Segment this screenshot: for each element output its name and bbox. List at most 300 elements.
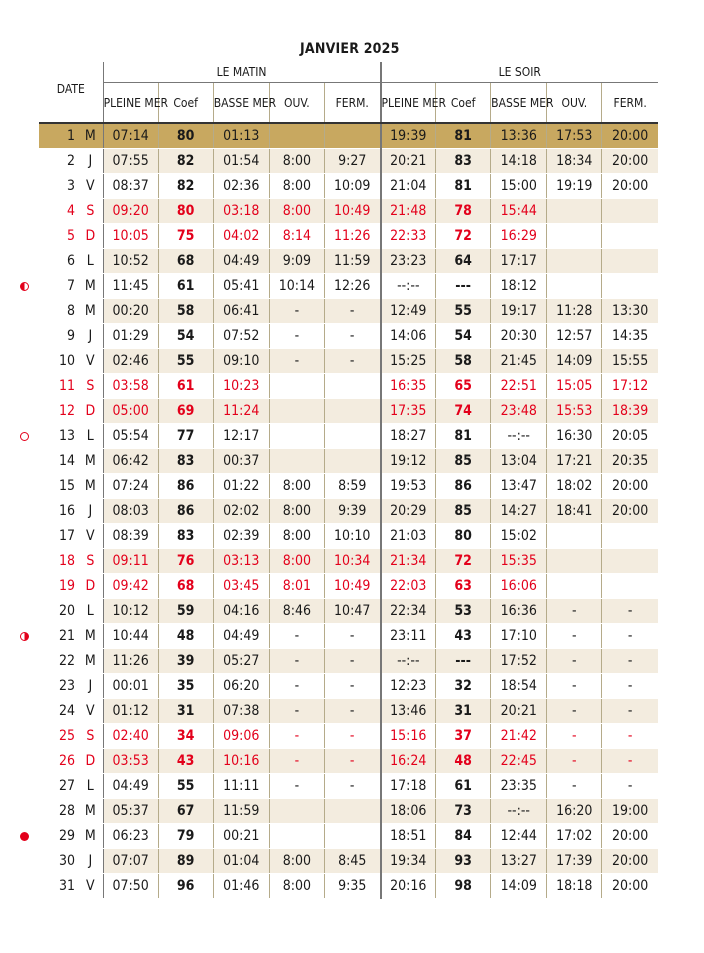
day-number: 14	[39, 449, 78, 474]
weekday: M	[78, 449, 103, 474]
matin-ferm: -	[324, 674, 380, 699]
soir-pleine-mer: 18:27	[381, 424, 436, 449]
soir-pleine-mer: 15:16	[381, 724, 436, 749]
matin-ferm: 10:34	[324, 549, 380, 574]
matin-ouv: -	[269, 699, 324, 724]
matin-basse-mer: 05:41	[213, 274, 269, 299]
soir-ouv: 16:20	[547, 799, 602, 824]
first-quarter-icon	[20, 282, 29, 291]
soir-coef: 83	[436, 149, 491, 174]
matin-ouv: -	[269, 624, 324, 649]
matin-pleine-mer: 00:01	[103, 674, 158, 699]
soir-coef-header: Coef	[436, 83, 491, 124]
soir-ferm	[602, 524, 658, 549]
soir-coef: 93	[436, 849, 491, 874]
soir-ferm: 18:39	[602, 399, 658, 424]
soir-basse-mer: --:--	[491, 424, 547, 449]
weekday: J	[78, 674, 103, 699]
soir-coef: 84	[436, 824, 491, 849]
matin-ferm	[324, 449, 380, 474]
soir-ferm: -	[602, 749, 658, 774]
day-number: 22	[39, 649, 78, 674]
soir-basse-mer: 13:27	[491, 849, 547, 874]
soir-ouv	[547, 524, 602, 549]
soir-ferm: -	[602, 724, 658, 749]
day-number: 21	[39, 624, 78, 649]
matin-ouv: -	[269, 674, 324, 699]
day-number: 26	[39, 749, 78, 774]
soir-coef: 64	[436, 249, 491, 274]
soir-ferm	[602, 249, 658, 274]
table-row	[39, 399, 658, 424]
day-number: 10	[39, 349, 78, 374]
soir-coef: 43	[436, 624, 491, 649]
matin-coef: 61	[158, 274, 213, 299]
soir-basse-mer: 18:54	[491, 674, 547, 699]
matin-pleine-mer: 05:37	[103, 799, 158, 824]
soir-basse-mer: 20:21	[491, 699, 547, 724]
table-row	[39, 499, 658, 524]
soir-ouv: 14:09	[547, 349, 602, 374]
weekday: M	[78, 624, 103, 649]
soir-basse-mer: 17:52	[491, 649, 547, 674]
matin-coef: 82	[158, 149, 213, 174]
table-row	[39, 299, 658, 324]
matin-ferm: -	[324, 624, 380, 649]
soir-basse-mer: 17:17	[491, 249, 547, 274]
table-row	[39, 474, 658, 499]
soir-ouv: -	[547, 749, 602, 774]
matin-pleine-mer: 09:11	[103, 549, 158, 574]
day-number: 6	[39, 249, 78, 274]
soir-coef: 98	[436, 874, 491, 899]
matin-coef: 54	[158, 324, 213, 349]
matin-basse-mer: 10:16	[213, 749, 269, 774]
weekday: S	[78, 549, 103, 574]
matin-coef: 96	[158, 874, 213, 899]
weekday: D	[78, 749, 103, 774]
soir-ferm-header: FERM.	[602, 83, 658, 124]
soir-ouv: -	[547, 599, 602, 624]
soir-ferm	[602, 574, 658, 599]
weekday: L	[78, 599, 103, 624]
matin-pleine-mer-header: PLEINE MER	[103, 83, 158, 124]
matin-ouv: 8:14	[269, 224, 324, 249]
weekday: D	[78, 574, 103, 599]
day-number: 1	[39, 123, 78, 149]
soir-coef: 86	[436, 474, 491, 499]
weekday: J	[78, 324, 103, 349]
soir-pleine-mer: 15:25	[381, 349, 436, 374]
soir-coef: 54	[436, 324, 491, 349]
tide-table	[39, 62, 658, 899]
matin-basse-mer: 07:52	[213, 324, 269, 349]
tide-rows	[39, 123, 658, 899]
soir-pleine-mer: 12:49	[381, 299, 436, 324]
matin-basse-mer-header: BASSE MER	[213, 83, 269, 124]
soir-coef: 73	[436, 799, 491, 824]
soir-pleine-mer: 21:03	[381, 524, 436, 549]
matin-coef: 61	[158, 374, 213, 399]
matin-coef: 48	[158, 624, 213, 649]
matin-ouv-header: OUV.	[269, 83, 324, 124]
full-moon-icon	[20, 432, 29, 441]
soir-coef: 74	[436, 399, 491, 424]
matin-coef: 83	[158, 449, 213, 474]
weekday: M	[78, 299, 103, 324]
matin-basse-mer: 11:59	[213, 799, 269, 824]
soir-pleine-mer: 18:51	[381, 824, 436, 849]
matin-pleine-mer: 07:07	[103, 849, 158, 874]
table-row	[39, 349, 658, 374]
soir-coef: ---	[436, 274, 491, 299]
matin-basse-mer: 03:18	[213, 199, 269, 224]
soir-basse-mer: 14:27	[491, 499, 547, 524]
table-row	[39, 549, 658, 574]
soir-pleine-mer: 22:03	[381, 574, 436, 599]
soir-coef: 85	[436, 449, 491, 474]
soir-coef: 81	[436, 123, 491, 149]
matin-ouv: -	[269, 649, 324, 674]
matin-basse-mer: 01:13	[213, 123, 269, 149]
soir-coef: 81	[436, 424, 491, 449]
weekday: M	[78, 799, 103, 824]
matin-coef: 68	[158, 249, 213, 274]
matin-ouv: 8:00	[269, 499, 324, 524]
weekday: L	[78, 774, 103, 799]
weekday: M	[78, 649, 103, 674]
soir-basse-mer: 18:12	[491, 274, 547, 299]
matin-ouv: 8:46	[269, 599, 324, 624]
matin-ferm: -	[324, 699, 380, 724]
soir-ouv	[547, 274, 602, 299]
matin-basse-mer: 09:10	[213, 349, 269, 374]
soir-coef: 48	[436, 749, 491, 774]
weekday: J	[78, 849, 103, 874]
soir-ouv: 17:53	[547, 123, 602, 149]
matin-pleine-mer: 11:45	[103, 274, 158, 299]
table-row	[39, 799, 658, 824]
soir-ouv: 18:34	[547, 149, 602, 174]
soir-ouv: -	[547, 724, 602, 749]
table-row	[39, 123, 658, 149]
matin-pleine-mer: 08:37	[103, 174, 158, 199]
matin-ouv: 8:00	[269, 849, 324, 874]
matin-ferm: 10:49	[324, 574, 380, 599]
matin-pleine-mer: 06:23	[103, 824, 158, 849]
matin-ouv	[269, 399, 324, 424]
soir-coef: 65	[436, 374, 491, 399]
matin-ouv	[269, 123, 324, 149]
matin-basse-mer: 01:04	[213, 849, 269, 874]
soir-ferm: -	[602, 624, 658, 649]
matin-ouv	[269, 824, 324, 849]
soir-pleine-mer: 17:18	[381, 774, 436, 799]
matin-coef: 76	[158, 549, 213, 574]
matin-pleine-mer: 11:26	[103, 649, 158, 674]
soir-header: LE SOIR	[381, 62, 658, 83]
table-row	[39, 524, 658, 549]
matin-coef: 55	[158, 774, 213, 799]
matin-ouv: 8:00	[269, 874, 324, 899]
soir-pleine-mer: 22:34	[381, 599, 436, 624]
soir-basse-mer: 16:29	[491, 224, 547, 249]
table-row	[39, 674, 658, 699]
soir-ferm: 13:30	[602, 299, 658, 324]
soir-coef: 55	[436, 299, 491, 324]
soir-ferm: 20:00	[602, 474, 658, 499]
matin-ouv: -	[269, 324, 324, 349]
day-number: 27	[39, 774, 78, 799]
soir-coef: 78	[436, 199, 491, 224]
table-row	[39, 449, 658, 474]
last-quarter-icon	[20, 632, 29, 641]
day-number: 7	[39, 274, 78, 299]
matin-basse-mer: 11:11	[213, 774, 269, 799]
soir-coef: 61	[436, 774, 491, 799]
soir-basse-mer: 14:18	[491, 149, 547, 174]
soir-ferm: 20:00	[602, 849, 658, 874]
matin-basse-mer: 05:27	[213, 649, 269, 674]
table-row	[39, 874, 658, 899]
matin-pleine-mer: 09:42	[103, 574, 158, 599]
weekday: J	[78, 499, 103, 524]
matin-ferm	[324, 824, 380, 849]
weekday: L	[78, 249, 103, 274]
matin-basse-mer: 01:46	[213, 874, 269, 899]
day-number: 11	[39, 374, 78, 399]
matin-ferm	[324, 799, 380, 824]
matin-pleine-mer: 06:42	[103, 449, 158, 474]
soir-ouv	[547, 199, 602, 224]
matin-ferm: -	[324, 299, 380, 324]
weekday: V	[78, 874, 103, 899]
day-number: 25	[39, 724, 78, 749]
matin-basse-mer: 02:39	[213, 524, 269, 549]
matin-basse-mer: 04:49	[213, 624, 269, 649]
table-row	[39, 724, 658, 749]
soir-basse-mer: 21:45	[491, 349, 547, 374]
matin-ferm: -	[324, 649, 380, 674]
soir-ferm: -	[602, 774, 658, 799]
soir-coef: 32	[436, 674, 491, 699]
matin-coef: 35	[158, 674, 213, 699]
soir-basse-mer: 15:44	[491, 199, 547, 224]
soir-ferm: -	[602, 599, 658, 624]
matin-ouv	[269, 374, 324, 399]
matin-ferm: -	[324, 774, 380, 799]
soir-basse-mer: --:--	[491, 799, 547, 824]
matin-ouv: -	[269, 299, 324, 324]
weekday: S	[78, 374, 103, 399]
soir-ferm: -	[602, 674, 658, 699]
day-number: 18	[39, 549, 78, 574]
matin-ouv: 8:00	[269, 174, 324, 199]
day-number: 9	[39, 324, 78, 349]
matin-coef: 55	[158, 349, 213, 374]
matin-coef: 86	[158, 474, 213, 499]
soir-ferm: -	[602, 649, 658, 674]
day-number: 23	[39, 674, 78, 699]
table-row	[39, 424, 658, 449]
table-row	[39, 599, 658, 624]
soir-pleine-mer: --:--	[381, 274, 436, 299]
matin-ferm	[324, 374, 380, 399]
matin-ouv: -	[269, 774, 324, 799]
soir-ouv: 18:18	[547, 874, 602, 899]
soir-pleine-mer: 20:21	[381, 149, 436, 174]
table-row	[39, 274, 658, 299]
weekday: M	[78, 474, 103, 499]
matin-ouv: 8:00	[269, 549, 324, 574]
table-row	[39, 749, 658, 774]
day-number: 8	[39, 299, 78, 324]
soir-ouv: 18:02	[547, 474, 602, 499]
matin-ouv	[269, 449, 324, 474]
matin-ouv: -	[269, 349, 324, 374]
soir-pleine-mer: 17:35	[381, 399, 436, 424]
matin-basse-mer: 06:41	[213, 299, 269, 324]
new-moon-icon	[20, 832, 29, 841]
soir-ferm: 20:00	[602, 174, 658, 199]
weekday: V	[78, 174, 103, 199]
matin-coef: 79	[158, 824, 213, 849]
soir-ouv: -	[547, 674, 602, 699]
soir-basse-mer: 13:04	[491, 449, 547, 474]
soir-ouv: 17:39	[547, 849, 602, 874]
matin-ouv: -	[269, 724, 324, 749]
matin-pleine-mer: 04:49	[103, 774, 158, 799]
matin-basse-mer: 00:21	[213, 824, 269, 849]
matin-ferm: -	[324, 324, 380, 349]
matin-ouv: 10:14	[269, 274, 324, 299]
day-number: 12	[39, 399, 78, 424]
matin-basse-mer: 04:02	[213, 224, 269, 249]
soir-pleine-mer: 19:12	[381, 449, 436, 474]
matin-pleine-mer: 08:39	[103, 524, 158, 549]
matin-basse-mer: 10:23	[213, 374, 269, 399]
soir-pleine-mer-header: PLEINE MER	[381, 83, 436, 124]
matin-ferm: 9:35	[324, 874, 380, 899]
soir-basse-mer: 14:09	[491, 874, 547, 899]
soir-ouv: -	[547, 699, 602, 724]
soir-ouv: 19:19	[547, 174, 602, 199]
matin-basse-mer: 02:02	[213, 499, 269, 524]
soir-pleine-mer: 19:39	[381, 123, 436, 149]
matin-coef: 86	[158, 499, 213, 524]
soir-basse-mer: 13:36	[491, 123, 547, 149]
matin-coef: 67	[158, 799, 213, 824]
weekday: V	[78, 349, 103, 374]
matin-basse-mer: 11:24	[213, 399, 269, 424]
table-row	[39, 199, 658, 224]
soir-ouv-header: OUV.	[547, 83, 602, 124]
soir-basse-mer: 21:42	[491, 724, 547, 749]
matin-ouv: 8:01	[269, 574, 324, 599]
weekday: S	[78, 724, 103, 749]
matin-ferm	[324, 399, 380, 424]
soir-pleine-mer: 16:24	[381, 749, 436, 774]
matin-basse-mer: 04:16	[213, 599, 269, 624]
matin-basse-mer: 01:22	[213, 474, 269, 499]
soir-coef: 72	[436, 224, 491, 249]
matin-pleine-mer: 01:12	[103, 699, 158, 724]
matin-coef-header: Coef	[158, 83, 213, 124]
day-number: 15	[39, 474, 78, 499]
weekday: J	[78, 149, 103, 174]
matin-ferm: -	[324, 349, 380, 374]
matin-ouv: 8:00	[269, 149, 324, 174]
matin-coef: 59	[158, 599, 213, 624]
soir-basse-mer: 15:35	[491, 549, 547, 574]
matin-ouv: 9:09	[269, 249, 324, 274]
soir-pleine-mer: 12:23	[381, 674, 436, 699]
table-row	[39, 249, 658, 274]
soir-ferm: 20:00	[602, 123, 658, 149]
weekday: V	[78, 524, 103, 549]
table-row	[39, 699, 658, 724]
matin-ferm-header: FERM.	[324, 83, 380, 124]
matin-basse-mer: 09:06	[213, 724, 269, 749]
matin-ferm: 11:26	[324, 224, 380, 249]
soir-ferm: 20:00	[602, 824, 658, 849]
matin-pleine-mer: 10:12	[103, 599, 158, 624]
matin-pleine-mer: 08:03	[103, 499, 158, 524]
soir-ferm: 14:35	[602, 324, 658, 349]
soir-pleine-mer: 21:04	[381, 174, 436, 199]
day-number: 19	[39, 574, 78, 599]
weekday: S	[78, 199, 103, 224]
matin-coef: 77	[158, 424, 213, 449]
table-row	[39, 649, 658, 674]
matin-ferm	[324, 424, 380, 449]
weekday: M	[78, 824, 103, 849]
matin-pleine-mer: 05:54	[103, 424, 158, 449]
weekday: D	[78, 399, 103, 424]
table-row	[39, 774, 658, 799]
soir-ferm: 15:55	[602, 349, 658, 374]
matin-ferm	[324, 123, 380, 149]
soir-coef: 31	[436, 699, 491, 724]
day-number: 29	[39, 824, 78, 849]
table-row	[39, 574, 658, 599]
matin-ferm: 12:26	[324, 274, 380, 299]
soir-pleine-mer: 22:33	[381, 224, 436, 249]
matin-ferm: 10:47	[324, 599, 380, 624]
day-number: 5	[39, 224, 78, 249]
soir-pleine-mer: 19:53	[381, 474, 436, 499]
table-row	[39, 224, 658, 249]
soir-coef: 53	[436, 599, 491, 624]
weekday: V	[78, 699, 103, 724]
day-number: 3	[39, 174, 78, 199]
matin-ouv: 8:00	[269, 199, 324, 224]
matin-basse-mer: 03:13	[213, 549, 269, 574]
matin-basse-mer: 07:38	[213, 699, 269, 724]
soir-ferm: 20:35	[602, 449, 658, 474]
matin-basse-mer: 06:20	[213, 674, 269, 699]
soir-basse-mer: 20:30	[491, 324, 547, 349]
soir-coef: 58	[436, 349, 491, 374]
matin-ferm: 9:27	[324, 149, 380, 174]
day-number: 4	[39, 199, 78, 224]
soir-ouv	[547, 549, 602, 574]
matin-coef: 80	[158, 199, 213, 224]
matin-pleine-mer: 00:20	[103, 299, 158, 324]
soir-ferm: 20:00	[602, 874, 658, 899]
day-number: 13	[39, 424, 78, 449]
soir-coef: ---	[436, 649, 491, 674]
